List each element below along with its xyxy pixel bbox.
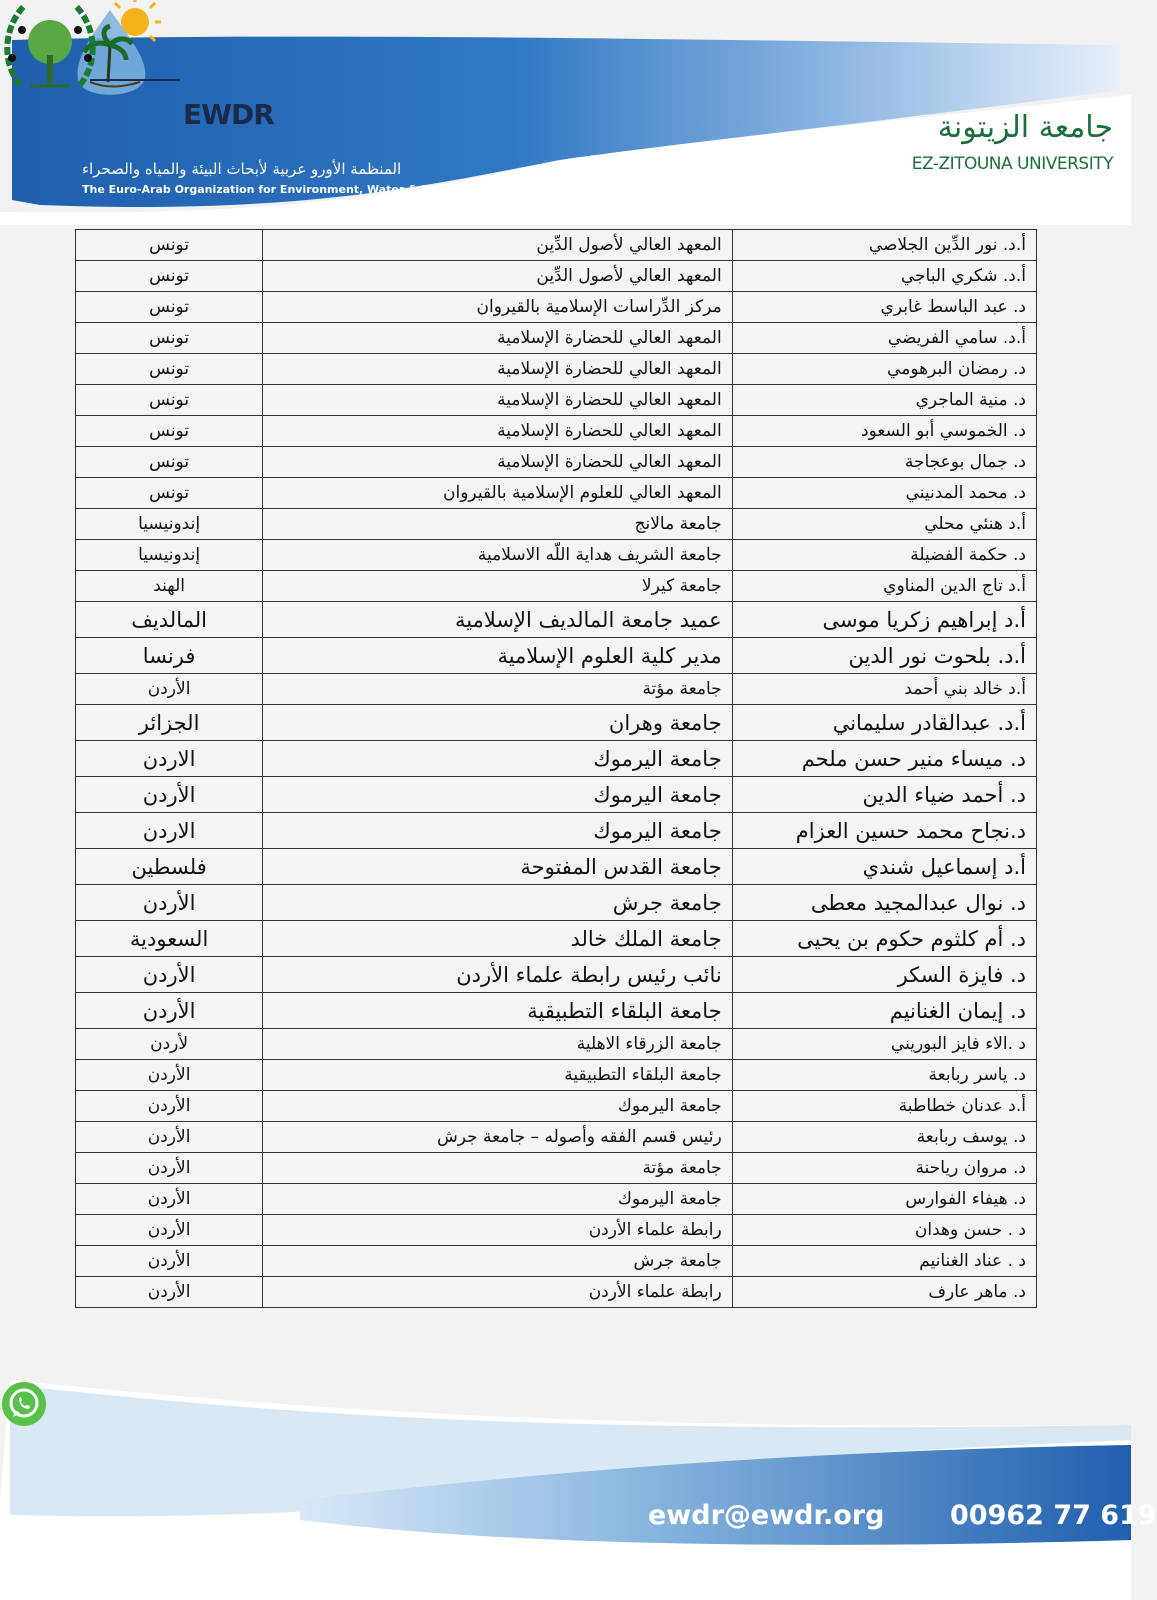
table-row [76, 540, 1037, 571]
institution-cell: جامعة جرش [263, 885, 732, 921]
country-cell: تونس [76, 230, 263, 261]
institution-cell: جامعة البلقاء التطبيقية [263, 1060, 732, 1091]
institution-cell: جامعة جرش [263, 1246, 732, 1277]
table-row [76, 638, 1037, 674]
table-row [76, 416, 1037, 447]
table-row [76, 354, 1037, 385]
table-row [76, 674, 1037, 705]
country-cell: الأردن [76, 1122, 263, 1153]
institution-cell: جامعة وهران [263, 705, 732, 741]
country-cell: تونس [76, 323, 263, 354]
institution-cell: مدير كلية العلوم الإسلامية [263, 638, 732, 674]
country-cell: إندونيسيا [76, 540, 263, 571]
table-row [76, 1215, 1037, 1246]
participant-name-cell: أ.د خالد بني أحمد [732, 674, 1036, 705]
participant-name-cell: د.نجاح محمد حسين العزام [732, 813, 1036, 849]
institution-cell: جامعة الملك خالد [263, 921, 732, 957]
institution-cell: المعهد العالي للحضارة الإسلامية [263, 323, 732, 354]
country-cell: تونس [76, 478, 263, 509]
participant-name-cell: د. فايزة السكر [732, 957, 1036, 993]
table-row [76, 1029, 1037, 1060]
institution-cell: رئيس قسم الفقه وأصوله – جامعة جرش [263, 1122, 732, 1153]
participant-name-cell: أ.د. بلحوت نور الدين [732, 638, 1036, 674]
participant-name-cell: د. هيفاء الفوارس [732, 1184, 1036, 1215]
table-row [76, 1153, 1037, 1184]
institution-cell: جامعة اليرموك [263, 1091, 732, 1122]
participants-table [75, 229, 1037, 1308]
institution-cell: نائب رئيس رابطة علماء الأردن [263, 957, 732, 993]
institution-cell: جامعة البلقاء التطبيقية [263, 993, 732, 1029]
participant-name-cell: د. ياسر ربابعة [732, 1060, 1036, 1091]
country-cell: تونس [76, 261, 263, 292]
institution-cell: رابطة علماء الأردن [263, 1215, 732, 1246]
participant-name-cell: د. حكمة الفضيلة [732, 540, 1036, 571]
table-row [76, 993, 1037, 1029]
country-cell: الأردن [76, 1184, 263, 1215]
country-cell: الأردن [76, 674, 263, 705]
footer-wave-banner [0, 1380, 1131, 1600]
participant-name-cell: د. أحمد ضياء الدين [732, 777, 1036, 813]
table-row [76, 323, 1037, 354]
country-cell: السعودية [76, 921, 263, 957]
institution-cell: المعهد العالي للحضارة الإسلامية [263, 447, 732, 478]
table-row [76, 705, 1037, 741]
participant-name-cell: د. ميساء منير حسن ملحم [732, 741, 1036, 777]
country-cell: المالديف [76, 602, 263, 638]
country-cell: الأردن [76, 1215, 263, 1246]
institution-cell: المعهد العالي للحضارة الإسلامية [263, 385, 732, 416]
country-cell: الأردن [76, 1246, 263, 1277]
country-cell: تونس [76, 416, 263, 447]
table-row [76, 385, 1037, 416]
institution-cell: جامعة القدس المفتوحة [263, 849, 732, 885]
participant-name-cell: د. عبد الباسط غابري [732, 292, 1036, 323]
country-cell: الاردن [76, 741, 263, 777]
country-cell: الأردن [76, 777, 263, 813]
participant-name-cell: أ.د عدنان خطاطبة [732, 1091, 1036, 1122]
institution-cell: المعهد العالي لأصول الدِّين [263, 230, 732, 261]
institution-cell: جامعة اليرموك [263, 1184, 732, 1215]
country-cell: لأردن [76, 1029, 263, 1060]
institution-cell: جامعة الزرقاء الاهلية [263, 1029, 732, 1060]
country-cell: الاردن [76, 813, 263, 849]
country-cell: تونس [76, 385, 263, 416]
table-row [76, 741, 1037, 777]
institution-cell: جامعة مالانج [263, 509, 732, 540]
ewdr-name-arabic: المنظمة الأورو عربية لأبحاث البيئة والمياه والصحراء [82, 160, 402, 178]
participant-name-cell: د. محمد المدنيني [732, 478, 1036, 509]
institution-cell: مركز الدِّراسات الإسلامية بالقيروان [263, 292, 732, 323]
table-row [76, 849, 1037, 885]
country-cell: تونس [76, 447, 263, 478]
ewdr-name-english: The Euro-Arab Organization for Environment, Water & Desert Researches [82, 183, 538, 196]
participant-name-cell: د .الاء فايز البوريني [732, 1029, 1036, 1060]
page-footer [0, 1380, 1157, 1600]
whatsapp-icon [0, 1380, 48, 1428]
participant-name-cell: د. رمضان البرهومي [732, 354, 1036, 385]
table-row [76, 1277, 1037, 1308]
country-cell: الأردن [76, 993, 263, 1029]
participant-name-cell: د. نوال عبدالمجيد معطى [732, 885, 1036, 921]
participant-name-cell: د. الخموسي أبو السعود [732, 416, 1036, 447]
participant-name-cell: أ.د. نور الدِّين الجلاصي [732, 230, 1036, 261]
table-row [76, 230, 1037, 261]
country-cell: الأردن [76, 1277, 263, 1308]
contact-phone[interactable]: 00962 77 619 [950, 1500, 1157, 1531]
participant-name-cell: أ.د إسماعيل شندي [732, 849, 1036, 885]
institution-cell: جامعة مؤتة [263, 1153, 732, 1184]
institution-cell: المعهد العالي لأصول الدِّين [263, 261, 732, 292]
institution-cell: جامعة الشريف هداية اللّه الاسلامية [263, 540, 732, 571]
country-cell: الهند [76, 571, 263, 602]
table-row [76, 1091, 1037, 1122]
country-cell: الأردن [76, 1060, 263, 1091]
country-cell: فلسطين [76, 849, 263, 885]
participant-name-cell: د. إيمان الغنانيم [732, 993, 1036, 1029]
participant-name-cell: د . عناد الغنانيم [732, 1246, 1036, 1277]
country-cell: الأردن [76, 885, 263, 921]
participant-name-cell: د . حسن وهدان [732, 1215, 1036, 1246]
institution-cell: جامعة مؤتة [263, 674, 732, 705]
table-row [76, 1246, 1037, 1277]
table-row [76, 777, 1037, 813]
table-row [76, 921, 1037, 957]
participant-name-cell: أ.د. شكري الباجي [732, 261, 1036, 292]
table-row [76, 571, 1037, 602]
table-row [76, 261, 1037, 292]
table-row [76, 813, 1037, 849]
participant-name-cell: أ.د تاج الدين المناوي [732, 571, 1036, 602]
institution-cell: المعهد العالي للعلوم الإسلامية بالقيروان [263, 478, 732, 509]
university-name-english: EZ-ZITOUNA UNIVERSITY [911, 154, 1113, 174]
university-name-arabic: جامعة الزيتونة [937, 110, 1113, 145]
table-row [76, 1122, 1037, 1153]
institution-cell: المعهد العالي للحضارة الإسلامية [263, 416, 732, 447]
participant-name-cell: د. يوسف ربابعة [732, 1122, 1036, 1153]
table-row [76, 602, 1037, 638]
institution-cell: المعهد العالي للحضارة الإسلامية [263, 354, 732, 385]
page-header [0, 0, 1131, 225]
participant-name-cell: أ.د. عبدالقادر سليماني [732, 705, 1036, 741]
table-row [76, 1184, 1037, 1215]
table-row [76, 885, 1037, 921]
institution-cell: جامعة كيرلا [263, 571, 732, 602]
table-row [76, 957, 1037, 993]
institution-cell: جامعة اليرموك [263, 777, 732, 813]
table-row [76, 1060, 1037, 1091]
table-row [76, 292, 1037, 323]
institution-cell: جامعة اليرموك [263, 813, 732, 849]
country-cell: إندونيسيا [76, 509, 263, 540]
country-cell: فرنسا [76, 638, 263, 674]
country-cell: تونس [76, 292, 263, 323]
country-cell: تونس [76, 354, 263, 385]
country-cell: الأردن [76, 1091, 263, 1122]
participant-name-cell: د. جمال بوعجاجة [732, 447, 1036, 478]
participant-name-cell: أ.د. سامي الفريضي [732, 323, 1036, 354]
table-row [76, 478, 1037, 509]
participants-table-body [76, 230, 1037, 1308]
participant-name-cell: أ.د هنئي محلي [732, 509, 1036, 540]
table-row [76, 509, 1037, 540]
table-row [76, 447, 1037, 478]
participant-name-cell: د. ماهر عارف [732, 1277, 1036, 1308]
zitouna-logo-icon [0, 0, 100, 100]
institution-cell: جامعة اليرموك [263, 741, 732, 777]
participant-name-cell: د. منية الماجري [732, 385, 1036, 416]
institution-cell: رابطة علماء الأردن [263, 1277, 732, 1308]
participant-name-cell: د. مروان رياحنة [732, 1153, 1036, 1184]
country-cell: الجزائر [76, 705, 263, 741]
participant-name-cell: أ.د إبراهيم زكريا موسى [732, 602, 1036, 638]
participant-name-cell: د. أم كلثوم حكوم بن يحيى [732, 921, 1036, 957]
institution-cell: عميد جامعة المالديف الإسلامية [263, 602, 732, 638]
country-cell: الأردن [76, 1153, 263, 1184]
contact-email[interactable]: ewdr@ewdr.org [648, 1500, 885, 1531]
ewdr-logo-text: EWDR [183, 98, 274, 131]
country-cell: الأردن [76, 957, 263, 993]
